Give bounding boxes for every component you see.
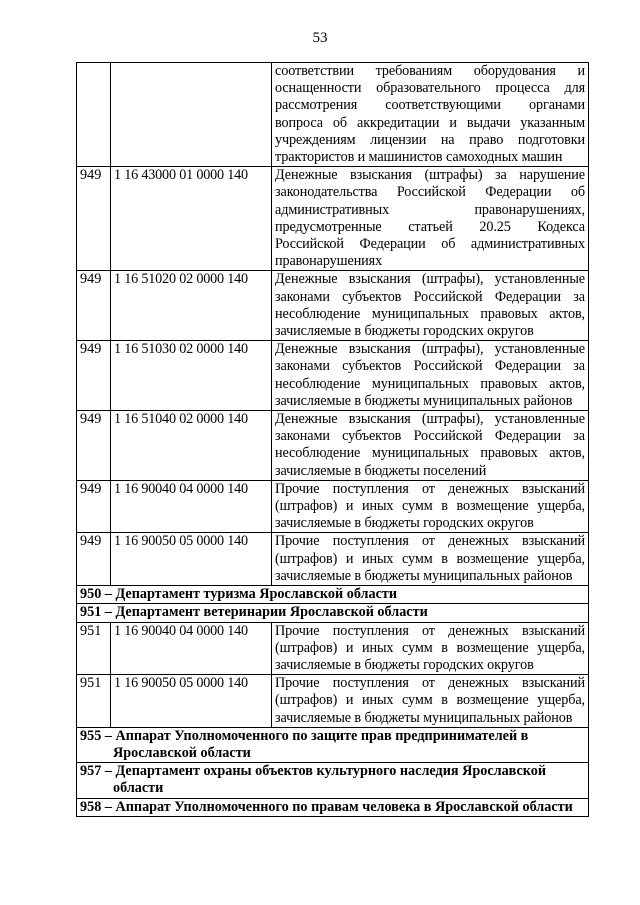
table-row bbox=[77, 63, 589, 167]
section-title: 950 – Департамент туризма Ярославской области bbox=[80, 586, 398, 603]
admin-code-cell: 949 bbox=[77, 411, 111, 481]
admin-code-cell bbox=[77, 63, 111, 167]
section-header-row bbox=[77, 604, 589, 622]
description-cell: Прочие поступления от денежных взысканий (штрафов) и иных сумм в возмещение ущерба, зачисляемые в бюджеты городских округов bbox=[272, 480, 589, 533]
description-cell: соответствии требованиям оборудования и оснащенности образовательного процесса для рассмотрения соответствующими органами вопроса об аккредитации и выдачи указанным учреждениям лицензии на право подготовки трактористов и машинистов самоходных машин bbox=[272, 63, 589, 167]
revenue-code-cell: 1 16 90050 05 0000 140 bbox=[111, 533, 272, 586]
table-row bbox=[77, 167, 589, 271]
revenue-code-cell: 1 16 51040 02 0000 140 bbox=[111, 411, 272, 481]
description-cell: Денежные взыскания (штрафы), установленные законами субъектов Российской Федерации за несоблюдение муниципальных правовых актов, зачисляемые в бюджеты муниципальных районов bbox=[272, 341, 589, 411]
page-number: 53 bbox=[312, 30, 328, 46]
admin-code-cell: 949 bbox=[77, 533, 111, 586]
section-header-row bbox=[77, 727, 589, 762]
section-title: 957 – Департамент охраны объектов культурного наследия Ярославской области bbox=[80, 763, 547, 797]
admin-code-cell: 949 bbox=[77, 341, 111, 411]
table-row bbox=[77, 271, 589, 341]
revenue-code-cell: 1 16 90050 05 0000 140 bbox=[111, 675, 272, 728]
description-cell: Денежные взыскания (штрафы) за нарушение законодательства Российской Федерации об административных правонарушениях, предусмотренные статьей 20.25 Кодекса Российской Федерации об административных правонарушениях bbox=[272, 167, 589, 271]
admin-code-cell: 949 bbox=[77, 167, 111, 271]
revenue-code-cell: 1 16 90040 04 0000 140 bbox=[111, 622, 272, 675]
admin-code-cell: 951 bbox=[77, 675, 111, 728]
section-title: 951 – Департамент ветеринарии Ярославской области bbox=[80, 604, 428, 621]
admin-code-cell: 949 bbox=[77, 480, 111, 533]
description-cell: Денежные взыскания (штрафы), установленные законами субъектов Российской Федерации за несоблюдение муниципальных правовых актов, зачисляемые в бюджеты поселений bbox=[272, 411, 589, 481]
table-row bbox=[77, 533, 589, 586]
table-row bbox=[77, 622, 589, 675]
section-title-cell bbox=[77, 727, 589, 762]
admin-code-cell: 951 bbox=[77, 622, 111, 675]
section-header-row bbox=[77, 763, 589, 798]
section-title: 958 – Аппарат Уполномоченного по правам человека в Ярославской области bbox=[80, 798, 573, 815]
admin-code-cell: 949 bbox=[77, 271, 111, 341]
section-header-row bbox=[77, 586, 589, 604]
section-title-cell bbox=[77, 798, 589, 816]
table-row bbox=[77, 675, 589, 728]
revenue-code-cell: 1 16 90040 04 0000 140 bbox=[111, 480, 272, 533]
section-header-row bbox=[77, 798, 589, 816]
table-row bbox=[77, 480, 589, 533]
revenue-code-cell: 1 16 43000 01 0000 140 bbox=[111, 167, 272, 271]
table-row bbox=[77, 411, 589, 481]
revenue-code-cell: 1 16 51030 02 0000 140 bbox=[111, 341, 272, 411]
section-title-cell bbox=[77, 763, 589, 798]
table-row bbox=[77, 341, 589, 411]
description-cell: Прочие поступления от денежных взысканий (штрафов) и иных сумм в возмещение ущерба, зачисляемые в бюджеты городских округов bbox=[272, 622, 589, 675]
section-title-cell bbox=[77, 586, 589, 604]
section-title-cell bbox=[77, 604, 589, 622]
table-body bbox=[77, 63, 589, 817]
description-cell: Прочие поступления от денежных взысканий (штрафов) и иных сумм в возмещение ущерба, зачисляемые в бюджеты муниципальных районов bbox=[272, 533, 589, 586]
budget-codes-table bbox=[76, 62, 589, 817]
section-title: 955 – Аппарат Уполномоченного по защите прав предпринимателей в Ярославской области bbox=[80, 727, 529, 761]
revenue-code-cell: 1 16 51020 02 0000 140 bbox=[111, 271, 272, 341]
revenue-code-cell bbox=[111, 63, 272, 167]
description-cell: Денежные взыскания (штрафы), установленные законами субъектов Российской Федерации за несоблюдение муниципальных правовых актов, зачисляемые в бюджеты городских округов bbox=[272, 271, 589, 341]
description-cell: Прочие поступления от денежных взысканий (штрафов) и иных сумм в возмещение ущерба, зачисляемые в бюджеты муниципальных районов bbox=[272, 675, 589, 728]
